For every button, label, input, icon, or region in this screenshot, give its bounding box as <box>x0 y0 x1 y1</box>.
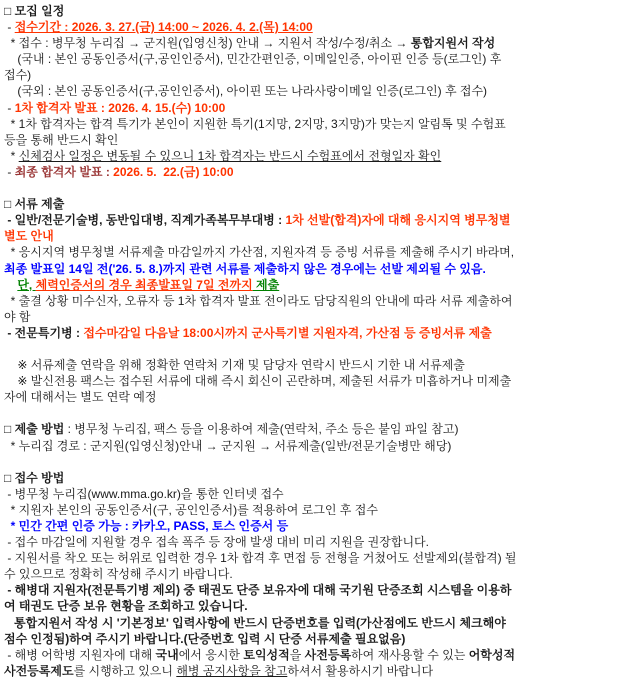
doc-text-segment: 1차 합격자 발표 : 2026. 4. 15.(수) 10:00 <box>14 100 226 115</box>
doc-text-segment: □ 모집 일정 <box>4 4 65 18</box>
doc-line <box>4 35 622 51</box>
doc-text-segment: 1차 선발(합격)자에 대해 응시지역 병무청별 <box>285 213 511 228</box>
doc-line <box>4 164 622 180</box>
doc-line <box>4 212 622 228</box>
doc-text-segment: 어학성적 <box>468 647 516 662</box>
doc-text-segment: 국내 <box>155 647 179 662</box>
doc-text-segment: 통합지원서 작성 시 '기본정보' 입력사항에 반드시 단증번호를 입력(가산점에도 반드시 체크해야 <box>4 615 506 630</box>
doc-line <box>4 3 622 19</box>
doc-text-segment: 최종 발표일 14일 전('26. 5. 8.)까지 관련 서류를 제출하지 않은 경우에는 선발 제외될 수 있음. <box>4 261 486 276</box>
doc-line <box>4 373 622 389</box>
doc-text-segment: ※ 서류제출 연락을 위해 정확한 연락처 기재 및 담당자 연락시 반드시 기한 내 서류제출 <box>4 358 465 373</box>
doc-text-segment: * 민간 간편 인증 가능 : 카카오, PASS, 토스 인증서 등 <box>10 519 289 533</box>
doc-text-segment: 접수기간 : 2026. 3. 27.(금) 14:00 ~ 2026. 4. 2.(목) 14:00 <box>14 20 313 35</box>
doc-text-segment: - <box>4 100 15 115</box>
doc-text-segment: * <box>4 148 19 163</box>
doc-text-segment: * 출결 상황 미수신자, 오류자 등 1차 합격자 발표 전이라도 담당직원의 안내에 따라 서류 제출하여 <box>4 293 513 308</box>
doc-text-segment: * 1차 합격자는 합격 특기가 본인이 지원한 특기(1지망, 2지망, 3지망)가 맞는지 알림톡 및 수험표 <box>4 116 506 131</box>
doc-line <box>4 196 622 212</box>
doc-text-segment: 를 시행하고 있으니 <box>73 663 177 678</box>
doc-line <box>4 582 622 598</box>
doc-line <box>4 357 622 373</box>
doc-text-segment: - <box>4 20 15 35</box>
doc-line <box>4 631 622 647</box>
doc-text-segment: - 병무청 누리집(www.mma.go.kr)을 통한 인터넷 접수 <box>4 486 284 501</box>
doc-blank-line <box>4 405 622 421</box>
doc-text-segment: 자에 대해서는 별도 연락 예정 <box>4 390 157 405</box>
doc-text-segment: - 접수 마감일에 지원할 경우 접속 폭주 등 장애 발생 대비 미리 지원을 권장합니다. <box>4 535 429 550</box>
doc-line <box>4 566 622 582</box>
doc-line <box>4 309 622 325</box>
doc-text-segment: - <box>4 164 15 179</box>
doc-text-segment: 통합지원서 작성 <box>410 36 496 51</box>
doc-line <box>4 100 622 116</box>
doc-line <box>4 486 622 502</box>
doc-text-segment: - 전문특기병 : <box>4 325 84 340</box>
doc-text-segment: 하여 재사용할 수 있는 <box>351 647 469 662</box>
doc-text-segment: 등을 통해 반드시 확인 <box>4 132 119 147</box>
doc-text-segment: * 응시지역 병무청별 서류제출 마감일까지 가산점, 지원자격 등 증빙 서류를 제출해 주시기 바라며, <box>4 245 515 260</box>
doc-line <box>4 470 622 486</box>
doc-line <box>4 389 622 405</box>
doc-text-segment: - 지원서를 착오 또는 허위로 입력한 경우 1차 합격 후 면접 등 전형을 거쳤어도 선발제외(불합격) 될 <box>4 551 517 566</box>
doc-line <box>4 67 622 83</box>
doc-text-segment: - 해병 어학병 지원자에 대해 <box>4 647 156 662</box>
doc-text-segment: 접수) <box>4 68 32 83</box>
doc-text-segment: * 누리집 경로 : 군지원(입영신청)안내 → 군지원 → 서류제출(일반/전문기술병만 해당) <box>4 438 452 453</box>
doc-line <box>4 647 622 663</box>
doc-text-segment: 해병 공지사항을 참고 <box>176 663 288 678</box>
doc-text-segment: 을 <box>289 647 305 662</box>
doc-text-segment: ※ 발신전용 팩스는 접수된 서류에 대해 즉시 회신이 곤란하며, 제출된 서류가 미흡하거나 미제출 <box>4 374 512 389</box>
doc-line <box>4 518 622 534</box>
doc-text-segment: 여 태권도 단증 보유 현황을 조회하고 있습니다. <box>4 599 248 614</box>
doc-text-segment: - 해병대 지원자(전문특기병 제외) 중 태권도 단증 보유자에 대해 국기원 단증조회 시스템을 이용하 <box>4 583 512 598</box>
doc-text-segment <box>4 519 11 533</box>
doc-line <box>4 598 622 614</box>
doc-text-segment: 토익성적 <box>243 647 290 662</box>
doc-text-segment: 사전등록제도 <box>4 663 74 678</box>
doc-text-segment: * 접수 : 병무청 누리집 → 군지원(입영신청) 안내 → 지원서 작성/수정/취소 → <box>4 36 411 51</box>
doc-line <box>4 132 622 148</box>
doc-text-segment: □ 서류 제출 <box>4 197 65 212</box>
doc-text-segment: 하셔서 활용하시기 바랍니다 <box>287 663 434 678</box>
doc-text-segment: (국내 : 본인 공동인증서(구,공인인증서), 민간간편인증, 이메일인증, 아이핀 인증 등(로그인) 후 <box>4 52 502 67</box>
doc-text-segment: : 병무청 누리집, 팩스 등을 이용하여 제출(연락처, 주소 등은 붙임 파일 참고) <box>64 422 459 437</box>
doc-line <box>4 550 622 566</box>
doc-text-segment: 체력인증서의 경우 최종발표일 7일 전까지 <box>35 277 253 292</box>
doc-line <box>4 19 622 35</box>
doc-line <box>4 293 622 309</box>
doc-text-segment: 사전등록 <box>304 647 352 662</box>
doc-line <box>4 277 622 293</box>
doc-line <box>4 228 622 244</box>
doc-text-segment: □ 제출 방법 <box>4 422 65 437</box>
doc-line <box>4 325 622 341</box>
doc-line <box>4 421 622 437</box>
doc-text-segment: 신체검사 일정은 변동될 수 있으니 1차 합격자는 반드시 수험표에서 전형일자 확인 <box>18 148 442 163</box>
doc-text-segment: 단, <box>17 277 36 292</box>
doc-line <box>4 438 622 454</box>
doc-line <box>4 261 622 277</box>
doc-text-segment: 야 함 <box>4 309 31 324</box>
doc-text-segment <box>4 278 17 292</box>
doc-line <box>4 244 622 260</box>
doc-text-segment: 제출 <box>252 277 280 292</box>
doc-blank-line <box>4 454 622 470</box>
doc-blank-line <box>4 341 622 357</box>
doc-text-segment: 점수 인정됨)하여 주시기 바랍니다.(단증번호 입력 시 단증 서류제출 필요없음) <box>4 631 406 646</box>
doc-line <box>4 663 622 679</box>
doc-text-segment: 최종 합격자 발표 : <box>14 164 114 179</box>
doc-line <box>4 148 622 164</box>
doc-line <box>4 83 622 99</box>
doc-text-segment: 에서 응시한 <box>178 647 244 662</box>
doc-text-segment: 2026. 5. 22.(금) 10:00 <box>113 164 234 179</box>
doc-text-segment: (국외 : 본인 공동인증서(구,공인인증서), 아이핀 또는 나라사랑이메일 인증(로그인) 후 접수) <box>4 84 488 99</box>
doc-line <box>4 615 622 631</box>
doc-line <box>4 502 622 518</box>
doc-text-segment: 별도 안내 <box>4 229 54 244</box>
doc-text-segment: □ 접수 방법 <box>4 470 65 485</box>
doc-text-segment: 수 있으므로 정확히 작성해 주시기 바랍니다. <box>4 567 233 582</box>
doc-text-segment: - 일반/전문기술병, 동반입대병, 직계가족복무부대병 : <box>4 213 286 228</box>
doc-line <box>4 534 622 550</box>
doc-line <box>4 116 622 132</box>
doc-blank-line <box>4 180 622 196</box>
doc-text-segment: * 지원자 본인의 공동인증서(구, 공인인증서)를 적용하여 로그인 후 접수 <box>4 502 378 517</box>
doc-text-segment: 접수마감일 다음날 18:00시까지 군사특기별 지원자격, 가산점 등 증빙서류 제출 <box>83 325 492 340</box>
doc-line <box>4 51 622 67</box>
